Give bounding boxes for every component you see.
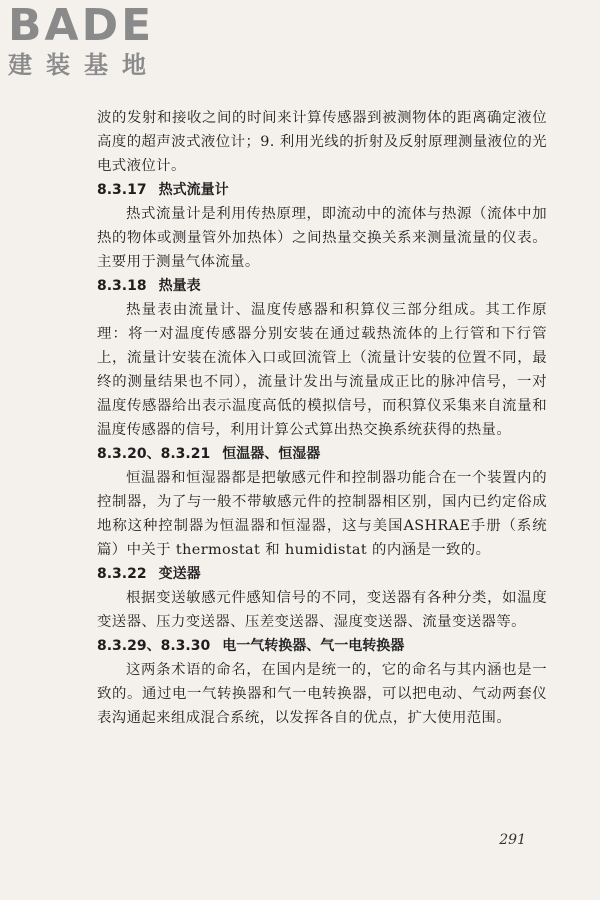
section-title: 恒温器、恒湿器 xyxy=(222,446,321,462)
section-title: 热式流量计 xyxy=(158,182,229,198)
paragraph-transmitter: 根据变送敏感元件感知信号的不同，变送器有各种分类，如温度变送器、压力变送器、压差变送器、湿度变送器、流量变送器等。 xyxy=(97,590,547,630)
paragraph-thermal-flowmeter: 热式流量计是利用传热原理，即流动中的流体与热源（流体中加热的物体或测量管外加热体）之间热量交换关系来测量流量的仪表。主要用于测量气体流量。 xyxy=(97,206,547,270)
logo-subtitle: 建装基地 xyxy=(8,51,160,79)
section-number: 8.3.29、8.3.30 xyxy=(97,638,211,654)
section-title: 变送器 xyxy=(158,566,201,582)
section-heading-8-3-18 xyxy=(97,274,547,298)
section-title: 热量表 xyxy=(158,278,201,294)
section-number: 8.3.22 xyxy=(97,566,147,582)
section-heading-8-3-20-21 xyxy=(97,442,547,466)
section-heading-8-3-22 xyxy=(97,562,547,586)
logo-wordmark: BADE xyxy=(8,0,155,51)
bade-logo xyxy=(8,0,160,80)
section-heading-8-3-17 xyxy=(97,178,547,202)
paragraph-converters: 这两条术语的命名，在国内是统一的，它的命名与其内涵也是一致的。通过电一气转换器和气一电转换器，可以把电动、气动两套仪表沟通起来组成混合系统，以发挥各自的优点，扩大使用范围。 xyxy=(97,662,547,726)
paragraph-thermostat-humidistat: 恒温器和恒湿器都是把敏感元件和控制器功能合在一个装置内的控制器，为了与一般不带敏感元件的控制器相区别，国内已约定俗成地称这种控制器为恒温器和恒湿器，这与美国ASHRAE手册（系统篇）中关于 thermostat 和 humidistat 的内涵是一致的。 xyxy=(97,470,547,558)
section-number: 8.3.20、8.3.21 xyxy=(97,446,211,462)
section-heading-8-3-29-30 xyxy=(97,634,547,658)
paragraph-intro: 波的发射和接收之间的时间来计算传感器到被测物体的距离确定液位高度的超声波式液位计；9. 利用光线的折射及反射原理测量液位的光电式液位计。 xyxy=(97,110,547,174)
document-body xyxy=(97,106,547,730)
paragraph-heat-meter: 热量表由流量计、温度传感器和积算仪三部分组成。其工作原理：将一对温度传感器分别安装在通过载热流体的上行管和下行管上，流量计安装在流体入口或回流管上（流量计安装的位置不同，最终的测量结果也不同），流量计发出与流量成正比的脉冲信号，一对温度传感器给出表示温度高低的模拟信号，而积算仪采集来自流量和温度传感器的信号，利用计算公式算出热交换系统获得的热量。 xyxy=(97,302,547,438)
section-number: 8.3.17 xyxy=(97,182,147,198)
section-title: 电一气转换器、气一电转换器 xyxy=(222,638,405,654)
page-number: 291 xyxy=(499,832,526,848)
section-number: 8.3.18 xyxy=(97,278,147,294)
